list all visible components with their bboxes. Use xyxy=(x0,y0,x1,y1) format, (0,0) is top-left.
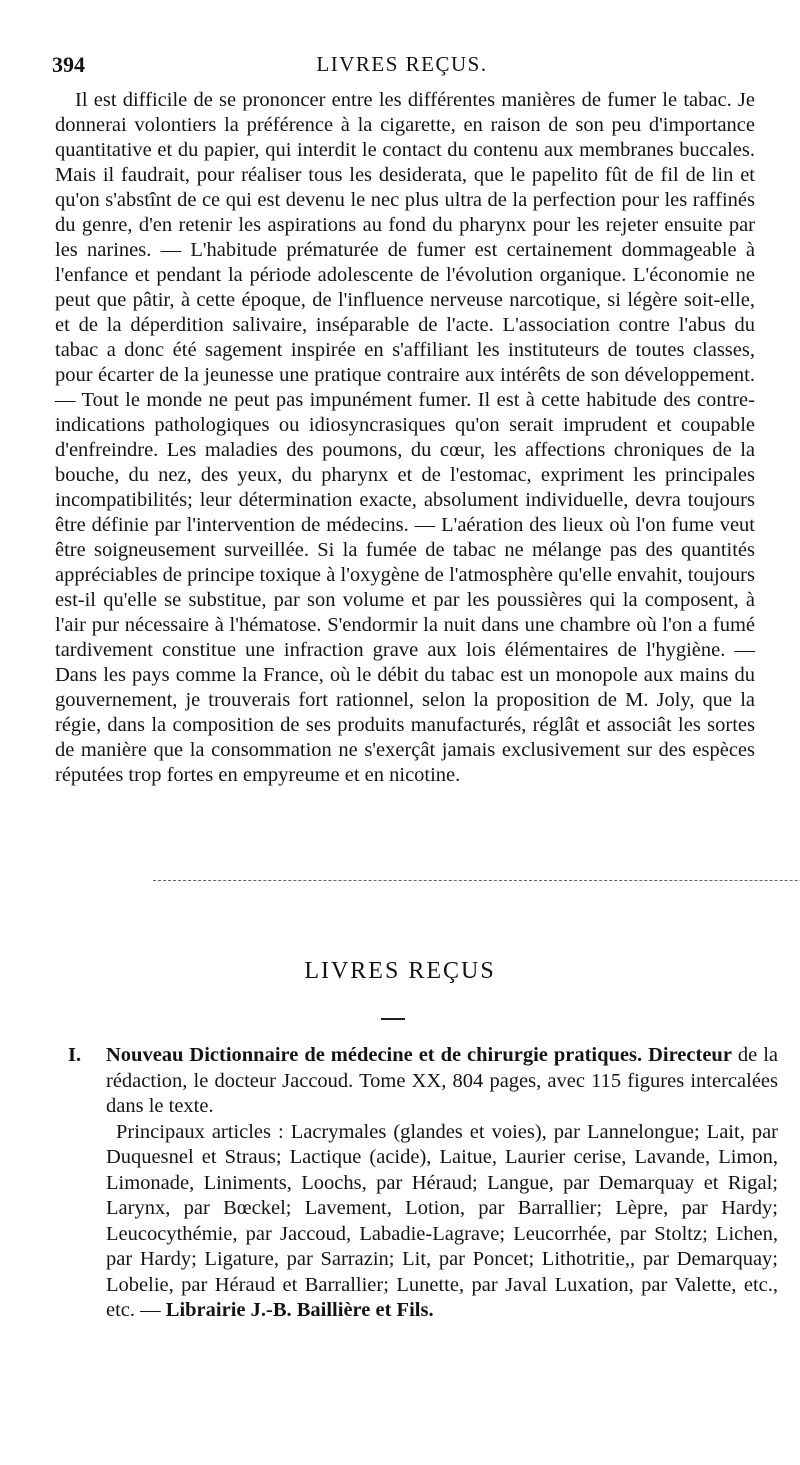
entry-title-bold: Nouveau Dictionnaire de médecine et de chirurgie pratiques. Directeur xyxy=(106,1044,732,1066)
page-number: 394 xyxy=(52,52,85,77)
body-text xyxy=(55,88,755,788)
entry-number: I. xyxy=(68,1044,82,1066)
entry-articles-text: Principaux articles : Lacrymales (glandes et voies), par Lannelongue; Lait, par Duquesnel et Straus; Lactique (acide), Laitue, Laurier cerise, Lavande, Limon, Limonade, Liniments, Loochs, par Héraud; Langue, par Demarquay et Rigal; Larynx, par Bœckel; Lavement, Lotion, par Barrallier; Lèpre, par Hardy; Leucocythémie, par Jaccoud, Labadie-Lagrave; Leucorrhée, par Stoltz; Lichen, par Hardy; Ligature, par Sarrazin; Lit, par Poncet; Lithotritie,, par Demarquay; Lobelie, par Héraud et Barrallier; Lunette, par Javal Luxation, par Valette, etc., etc. — xyxy=(106,1120,778,1321)
body-paragraph: Il est difficile de se prononcer entre les différentes manières de fumer le tabac. Je donnerai volontiers la préférence à la cigarette, en raison de son peu d'importance quantitative et du papier, qui interdit le contact du contenu aux membranes buccales. Mais il faudrait, pour réaliser tous les desiderata, que le papelito fût de fil de lin et qu'on s'abstînt de ce qui est devenu le nec plus ultra de la perfection pour les raffinés du genre, d'en retenir les aspirations au fond du pharynx pour les rejeter ensuite par les narines. — L'habitude prématurée de fumer est certainement dommageable à l'enfance et pendant la période adolescente de l'évolution organique. L'économie ne peut que pâtir, à cette époque, de l'influence nerveuse narcotique, si légère soit-elle, et de la déperdition salivaire, inséparable de l'acte. L'association contre l'abus du tabac a donc été sagement inspirée en s'affiliant les instituteurs de toutes classes, pour écarter de la jeunesse une pratique contraire aux intérêts de son développement. — Tout le monde ne peut pas impunément fumer. Il est à cette habitude des contre-indications pathologiques ou idiosyncrasiques qu'on serait imprudent et coupable d'enfreindre. Les maladies des poumons, du cœur, les affections chroniques de la bouche, du nez, des yeux, du pharynx et de l'estomac, expriment les principales incompatibilités; leur détermination exacte, absolument individuelle, devra toujours être définie par l'intervention de médecins. — L'aération des lieux où l'on fume veut être soigneusement surveillée. Si la fumée de tabac ne mélange pas des quantités appréciables de principe toxique à l'oxygène de l'atmosphère qu'elle envahit, toujours est-il qu'elle se substitue, par son volume et par les poussières qui la composent, à l'air pur nécessaire à l'hématose. S'endormir la nuit dans une chambre où l'on a fumé tardivement constitue une infraction grave aux lois élémentaires de l'hygiène. — Dans les pays comme la France, où le débit du tabac est un monopole aux mains du gouvernement, je trouverais fort rationnel, selon la proposition de M. Joly, que la régie, dans la composition de ses produits manufacturés, réglât et associât les sortes de manière que la consommation ne s'exerçât jamais exclusivement sur des espèces réputées trop fortes en empyreume et en nicotine. xyxy=(55,89,755,786)
running-title: LIVRES REÇUS. xyxy=(316,52,488,76)
section-title: LIVRES REÇUS xyxy=(304,958,496,984)
entry-title-rest: de la rédaction, le docteur Jaccoud. Tome XX, 804 pages, avec 115 figures intercalées dans le texte. xyxy=(106,1044,778,1117)
entry-publisher: Librairie J.-B. Baillière et Fils. xyxy=(160,1299,434,1321)
separator-rule xyxy=(153,880,800,881)
entry-title xyxy=(106,1043,778,1120)
entry-articles xyxy=(106,1120,778,1324)
page-header xyxy=(52,52,752,82)
book-entry xyxy=(68,1043,778,1324)
title-dash xyxy=(381,1018,405,1020)
